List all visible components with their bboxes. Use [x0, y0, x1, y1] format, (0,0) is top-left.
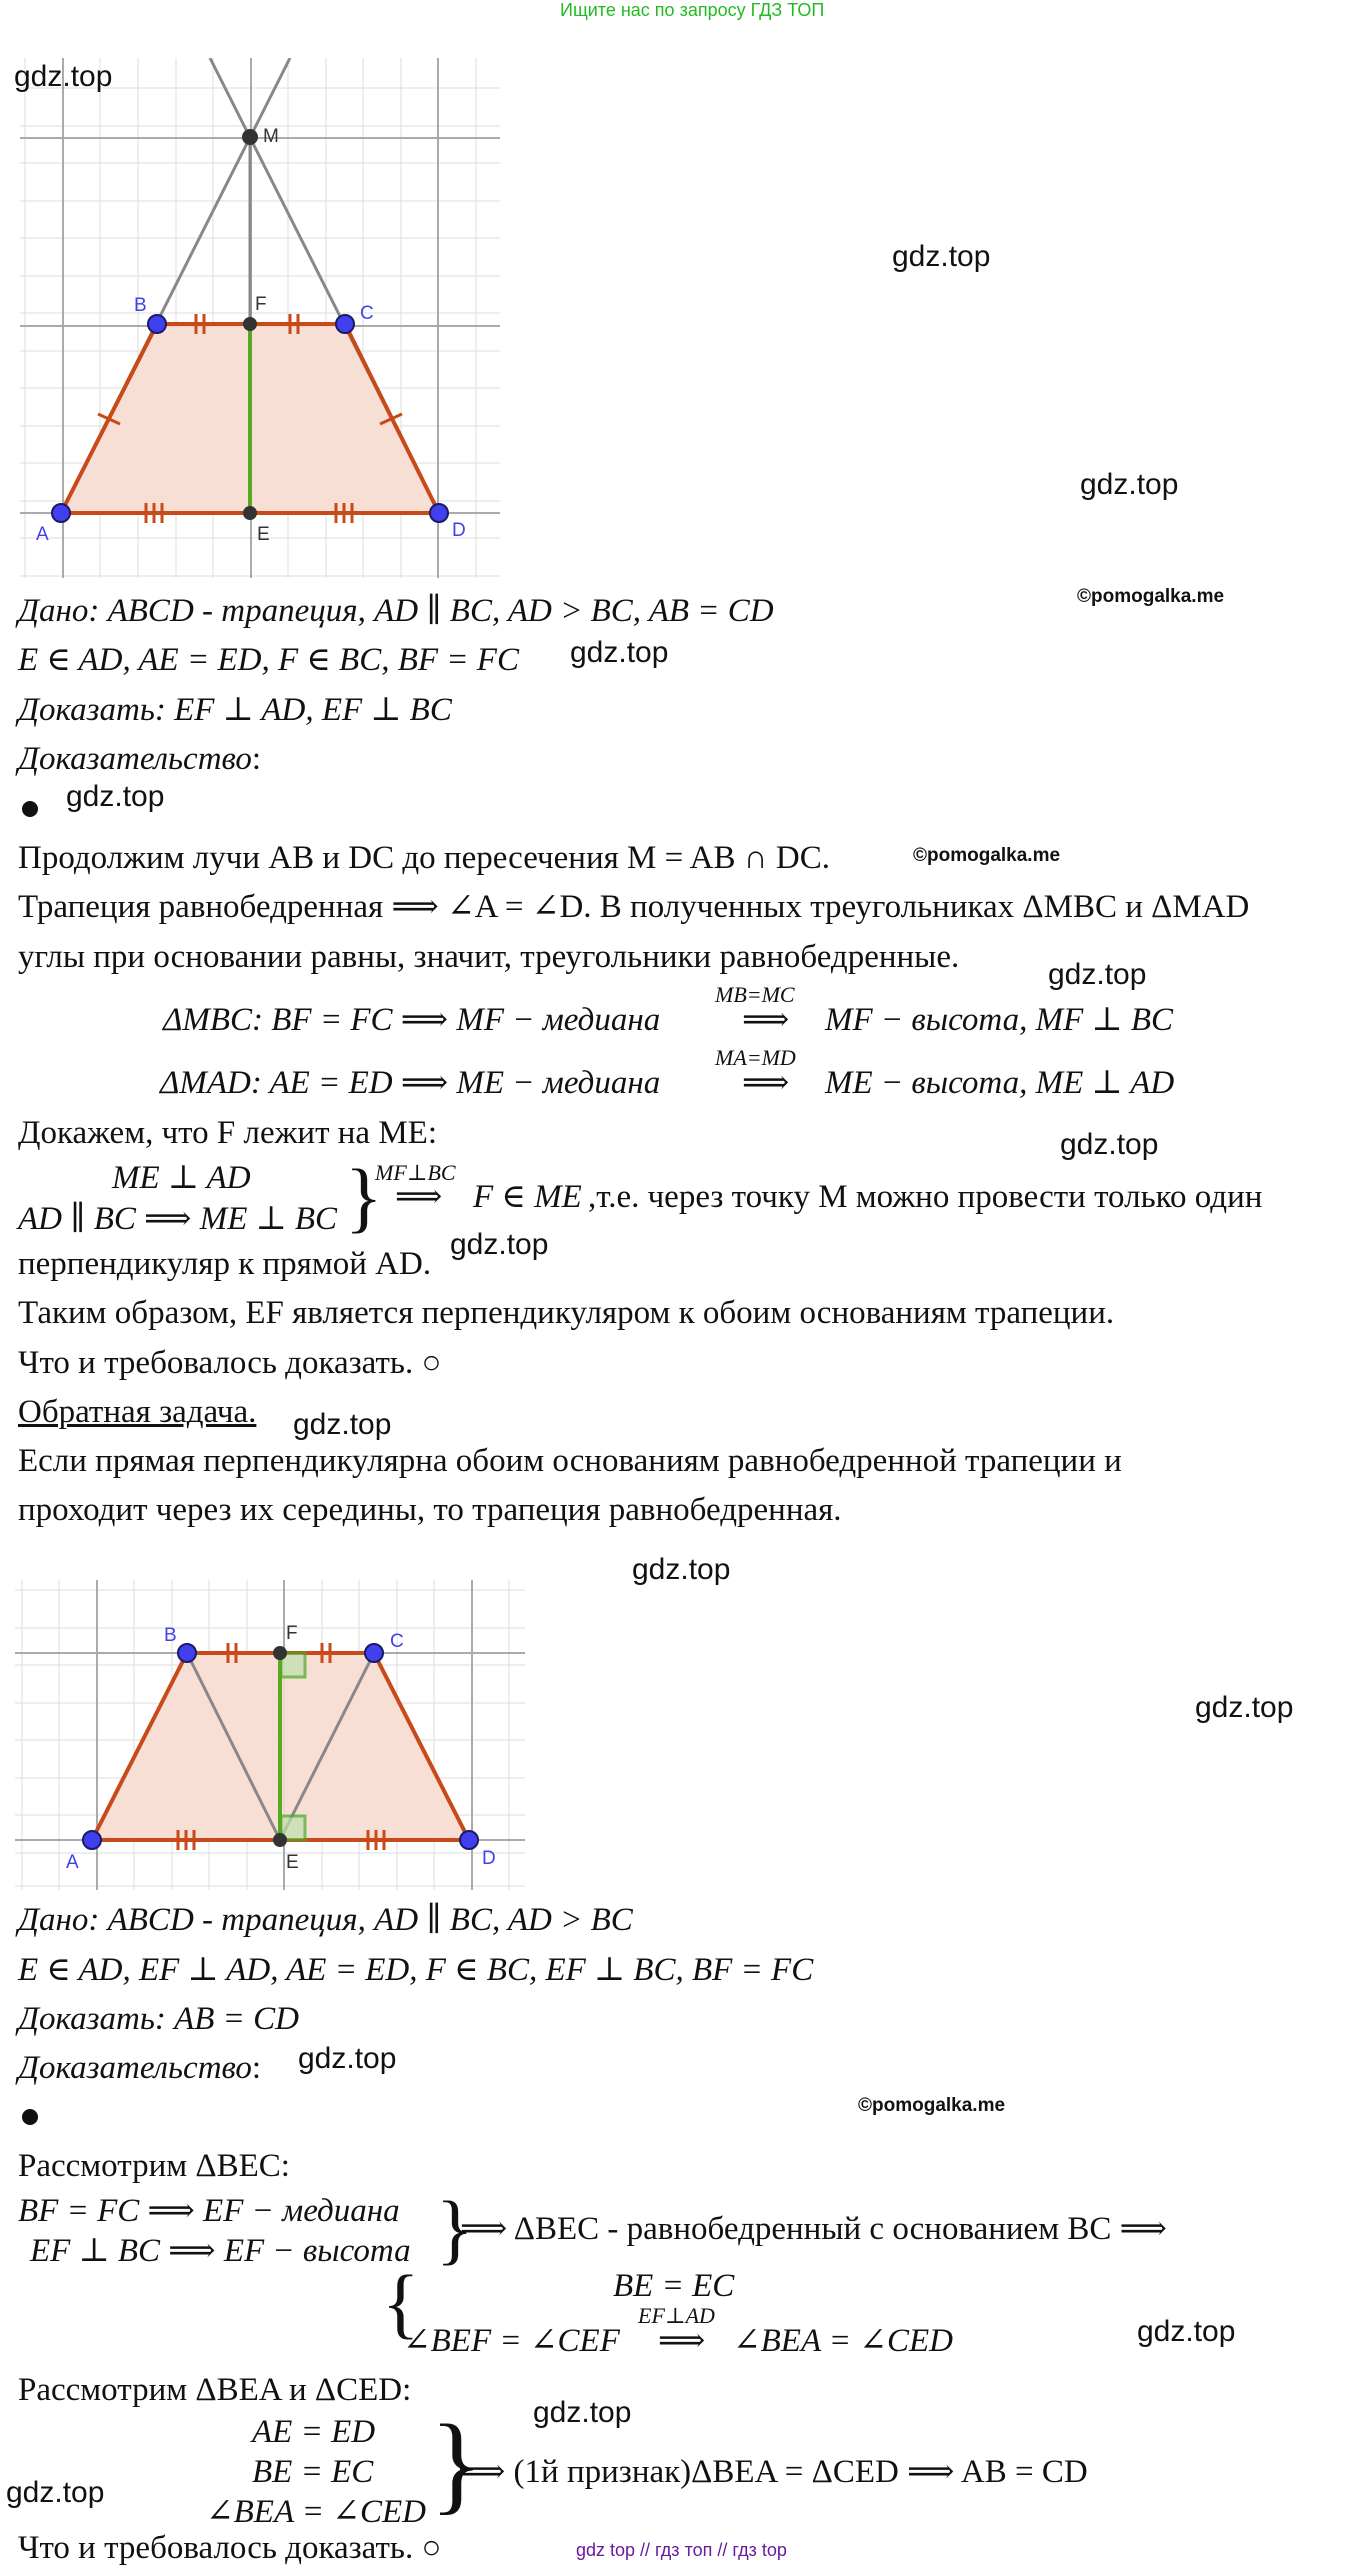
system4-line2: BE = EC	[252, 2454, 374, 2490]
label-c: C	[390, 1631, 404, 1652]
given-2	[18, 1900, 633, 1940]
watermark-gdz: gdz.top	[1195, 1691, 1294, 1724]
label-d: D	[482, 1848, 496, 1869]
given-label: Дано	[18, 593, 89, 629]
label-a: A	[36, 524, 49, 545]
watermark-gdz: gdz.top	[66, 780, 165, 813]
system1-arrow: ⟹	[395, 1179, 443, 1215]
watermark-gdz: gdz.top	[298, 2042, 397, 2075]
watermark-gdz: gdz.top	[6, 2476, 105, 2509]
prove-text: : EF ⊥ AD, EF ⊥ BC	[154, 692, 452, 728]
watermark-copyright: ©pomogalka.me	[858, 2095, 1006, 2116]
system3-brace: {	[382, 2259, 420, 2346]
vertex-b	[148, 315, 166, 333]
proof-colon: :	[251, 2050, 262, 2086]
system4-line3: ∠BEA = ∠CED	[206, 2494, 426, 2530]
system2-result: ⟹ ΔBEC - равнобедренный с основанием BC ⟹	[460, 2211, 1167, 2247]
watermark-gdz: gdz.top	[1080, 468, 1179, 501]
proof2-qed: Что и требовалось доказать. ○	[18, 2530, 442, 2566]
proof-label: Доказательство	[18, 741, 252, 777]
given-text: : ABCD - трапеция, AD ∥ BC, AD > BC	[88, 1902, 633, 1938]
proof-heading-2	[18, 2048, 261, 2088]
given-text: : ABCD - трапеция, AD ∥ BC, AD > BC, AB = CD	[88, 593, 774, 629]
watermark-gdz: gdz.top	[632, 1553, 731, 1586]
figure1-trapezoid-diagram	[10, 58, 510, 588]
system4-line1: AE = ED	[252, 2414, 376, 2450]
proof1-p1: Продолжим лучи AB и DC до пересечения M = AB ∩ DC.	[18, 840, 830, 876]
vertex-d	[430, 504, 448, 522]
point-f	[243, 317, 257, 331]
label-b: B	[164, 1625, 177, 1646]
given-line2: E ∈ AD, EF ⊥ AD, AE = ED, F ∈ BC, EF ⊥ BC, BF = FC	[18, 1952, 814, 1988]
proof2-p2: Рассмотрим ΔBEA и ΔCED:	[18, 2372, 412, 2408]
converse-text2: проходит через их середины, то трапеция равнобедренная.	[18, 1492, 842, 1528]
proof1-qed: Что и требовалось доказать. ○	[18, 1345, 442, 1381]
label-b: B	[134, 295, 147, 316]
formula1-right: MF − высота, MF ⊥ BC	[825, 1002, 1173, 1038]
watermark-gdz: gdz.top	[1048, 958, 1147, 991]
given-label: Дано	[18, 1902, 89, 1938]
proof1-p4: Докажем, что F лежит на ME:	[18, 1115, 437, 1151]
watermark-copyright: ©pomogalka.me	[913, 845, 1061, 866]
formula2-right: ME − высота, ME ⊥ AD	[825, 1065, 1175, 1101]
vertex-c	[336, 315, 354, 333]
label-a: A	[66, 1852, 79, 1873]
watermark-gdz: gdz.top	[14, 60, 113, 93]
system1-bottom: AD ∥ BC ⟹ ME ⊥ BC	[18, 1201, 338, 1237]
point-e	[243, 506, 257, 520]
system4-brace: }	[430, 2402, 483, 2524]
label-e: E	[257, 524, 270, 545]
label-m: M	[263, 126, 279, 147]
figure2-trapezoid-diagram	[10, 1580, 530, 1900]
proof1-p6: Таким образом, EF является перпендикуляром к обоим основаниям трапеции.	[18, 1295, 1115, 1331]
label-d: D	[452, 520, 466, 541]
prove-2	[18, 1999, 299, 2039]
header-search-hint[interactable]: Ищите нас по запросу ГДЗ ТОП	[560, 0, 825, 20]
proof1-p2: Трапеция равнобедренная ⟹ ∠A = ∠D. В полученных треугольниках ΔMBC и ΔMAD	[18, 889, 1250, 925]
system1-top: ME ⊥ AD	[112, 1160, 251, 1196]
proof-label: Доказательство	[18, 2050, 252, 2086]
system2-top: BF = FC ⟹ EF − медиана	[18, 2193, 400, 2229]
formula1-arrow: ⟹	[742, 1002, 790, 1038]
proof-colon: :	[251, 741, 262, 777]
bullet-dot	[22, 2109, 38, 2125]
label-f: F	[255, 294, 267, 315]
formula1-over: MB=MC	[715, 982, 795, 1007]
system1-tail: ,т.е. через точку М можно провести только один	[588, 1179, 1263, 1215]
footer-links[interactable]: gdz top // гдз топ // гдз top	[576, 2540, 787, 2560]
bullet-dot	[22, 801, 38, 817]
formula2-left: ΔMAD: AE = ED ⟹ ME − медиана	[160, 1065, 661, 1101]
system3-arrow: ⟹	[658, 2323, 706, 2359]
given-line2: E ∈ AD, AE = ED, F ∈ BC, BF = FC	[18, 642, 519, 678]
label-e: E	[286, 1852, 299, 1873]
given-1	[18, 591, 774, 631]
system1-result: F ∈ ME	[473, 1179, 582, 1215]
watermark-gdz: gdz.top	[450, 1228, 549, 1261]
watermark-gdz: gdz.top	[892, 240, 991, 273]
formula2-arrow: ⟹	[742, 1065, 790, 1101]
converse-text1: Если прямая перпендикулярна обоим основаниям равнобедренной трапеции и	[18, 1443, 1122, 1479]
label-c: C	[360, 303, 374, 324]
proof2-p1: Рассмотрим ΔBEC:	[18, 2148, 290, 2184]
prove-label: Доказать	[18, 692, 155, 728]
system1-over: MF⊥BC	[375, 1160, 456, 1185]
vertex-a	[52, 504, 70, 522]
system3-bottom-left: ∠BEF = ∠CEF	[403, 2323, 620, 2359]
point-m	[242, 129, 258, 145]
prove-text: : AB = CD	[154, 2001, 300, 2037]
system1-brace: }	[345, 1153, 383, 1240]
system4-result: ⟹ (1й признак)ΔBEA = ΔCED ⟹ AB = CD	[458, 2454, 1088, 2490]
system2-brace: }	[436, 2185, 474, 2272]
system3-over: EF⊥AD	[638, 2303, 715, 2328]
watermark-gdz: gdz.top	[293, 1408, 392, 1441]
system2-bottom: EF ⊥ BC ⟹ EF − высота	[30, 2233, 411, 2269]
proof1-p5: перпендикуляр к прямой AD.	[18, 1246, 432, 1282]
converse-title: Обратная задача.	[18, 1394, 257, 1430]
watermark-copyright: ©pomogalka.me	[1077, 586, 1225, 607]
formula1-left: ΔMBC: BF = FC ⟹ MF − медиана	[163, 1002, 661, 1038]
prove-1	[18, 690, 452, 730]
proof-heading-1	[18, 739, 261, 779]
formula2-over: MA=MD	[715, 1045, 796, 1070]
system3-bottom-right: ∠BEA = ∠CED	[733, 2323, 953, 2359]
watermark-gdz: gdz.top	[533, 2396, 632, 2429]
watermark-gdz: gdz.top	[1137, 2315, 1236, 2348]
watermark-gdz: gdz.top	[1060, 1128, 1159, 1161]
proof1-p3: углы при основании равны, значит, треугольники равнобедренные.	[18, 939, 960, 975]
system3-top: BE = EC	[613, 2268, 735, 2304]
watermark-gdz: gdz.top	[570, 636, 669, 669]
label-f: F	[286, 1623, 298, 1644]
prove-label: Доказать	[18, 2001, 155, 2037]
